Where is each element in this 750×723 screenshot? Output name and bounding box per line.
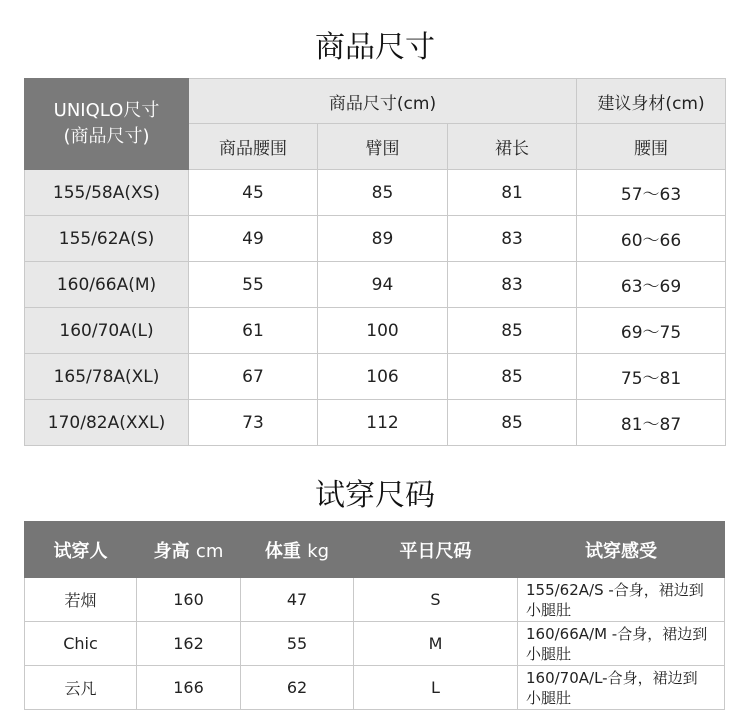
length-value: 85 xyxy=(448,400,577,446)
try-on-table xyxy=(24,521,725,710)
feedback-line2: 小腿肚 xyxy=(526,644,572,663)
tester-name: Chic xyxy=(25,622,137,666)
table-row xyxy=(25,354,726,400)
table-row xyxy=(25,622,725,666)
column-header-weight xyxy=(241,522,354,578)
table-row xyxy=(25,666,725,710)
weight-unit: kg xyxy=(307,540,330,562)
feedback-line2: 小腿肚 xyxy=(526,688,572,707)
recommended-body-group-header: 建议身材(cm) xyxy=(577,79,726,124)
weight-header-label: 体重 xyxy=(264,540,301,562)
height-header-label: 身高 xyxy=(153,540,190,562)
size-label: 170/82A(XXL) xyxy=(25,400,189,446)
tester-name: 云凡 xyxy=(25,666,137,710)
size-label: 160/66A(M) xyxy=(25,262,189,308)
try-on-title: 试穿尺码 xyxy=(315,478,435,513)
arm-value: 94 xyxy=(318,262,448,308)
column-header-skirt-length: 裙长 xyxy=(448,124,577,170)
size-chart-title: 商品尺寸 xyxy=(315,30,435,65)
length-value: 85 xyxy=(448,354,577,400)
tester-name: 若烟 xyxy=(25,578,137,622)
length-value: 85 xyxy=(448,308,577,354)
size-label: 155/58A(XS) xyxy=(25,170,189,216)
size-label: 155/62A(S) xyxy=(25,216,189,262)
size-label: 165/78A(XL) xyxy=(25,354,189,400)
height-value: 162 xyxy=(137,622,241,666)
body-waist-value: 57～63 xyxy=(577,170,726,216)
feedback-text xyxy=(518,666,725,710)
table-row xyxy=(25,400,726,446)
arm-value: 89 xyxy=(318,216,448,262)
column-header-usual-size: 平日尺码 xyxy=(354,522,518,578)
weight-value: 47 xyxy=(241,578,354,622)
table-row xyxy=(25,170,726,216)
column-header-arm: 臂围 xyxy=(318,124,448,170)
feedback-line1: 160/70A/L-合身，裙边到 xyxy=(526,668,698,687)
arm-value: 100 xyxy=(318,308,448,354)
waist-value: 61 xyxy=(189,308,318,354)
table-row xyxy=(25,262,726,308)
usual-size-value: S xyxy=(354,578,518,622)
usual-size-value: L xyxy=(354,666,518,710)
body-waist-value: 69～75 xyxy=(577,308,726,354)
length-value: 83 xyxy=(448,262,577,308)
usual-size-value: M xyxy=(354,622,518,666)
height-unit: cm xyxy=(195,540,224,562)
column-header-height xyxy=(137,522,241,578)
waist-value: 67 xyxy=(189,354,318,400)
body-waist-value: 60～66 xyxy=(577,216,726,262)
table-row xyxy=(25,216,726,262)
table-row xyxy=(25,578,725,622)
feedback-text xyxy=(518,578,725,622)
height-value: 160 xyxy=(137,578,241,622)
size-chart-table xyxy=(24,78,726,446)
size-label: 160/70A(L) xyxy=(25,308,189,354)
size-column-header xyxy=(25,79,189,170)
table-row xyxy=(25,308,726,354)
feedback-text xyxy=(518,622,725,666)
arm-value: 112 xyxy=(318,400,448,446)
column-header-product-waist: 商品腰围 xyxy=(189,124,318,170)
feedback-line1: 160/66A/M -合身，裙边到 xyxy=(526,624,708,643)
weight-value: 55 xyxy=(241,622,354,666)
arm-value: 85 xyxy=(318,170,448,216)
product-size-group-header: 商品尺寸(cm) xyxy=(189,79,577,124)
waist-value: 73 xyxy=(189,400,318,446)
column-header-tester: 试穿人 xyxy=(25,522,137,578)
size-column-header-line2: (商品尺寸) xyxy=(63,126,150,147)
body-waist-value: 63～69 xyxy=(577,262,726,308)
waist-value: 49 xyxy=(189,216,318,262)
column-header-body-waist: 腰围 xyxy=(577,124,726,170)
feedback-line2: 小腿肚 xyxy=(526,600,572,619)
height-value: 166 xyxy=(137,666,241,710)
size-column-header-line1: UNIQLO尺寸 xyxy=(53,100,160,121)
waist-value: 45 xyxy=(189,170,318,216)
length-value: 83 xyxy=(448,216,577,262)
feedback-line1: 155/62A/S -合身，裙边到 xyxy=(526,580,704,599)
arm-value: 106 xyxy=(318,354,448,400)
column-header-feedback: 试穿感受 xyxy=(518,522,725,578)
body-waist-value: 75～81 xyxy=(577,354,726,400)
waist-value: 55 xyxy=(189,262,318,308)
length-value: 81 xyxy=(448,170,577,216)
body-waist-value: 81～87 xyxy=(577,400,726,446)
weight-value: 62 xyxy=(241,666,354,710)
